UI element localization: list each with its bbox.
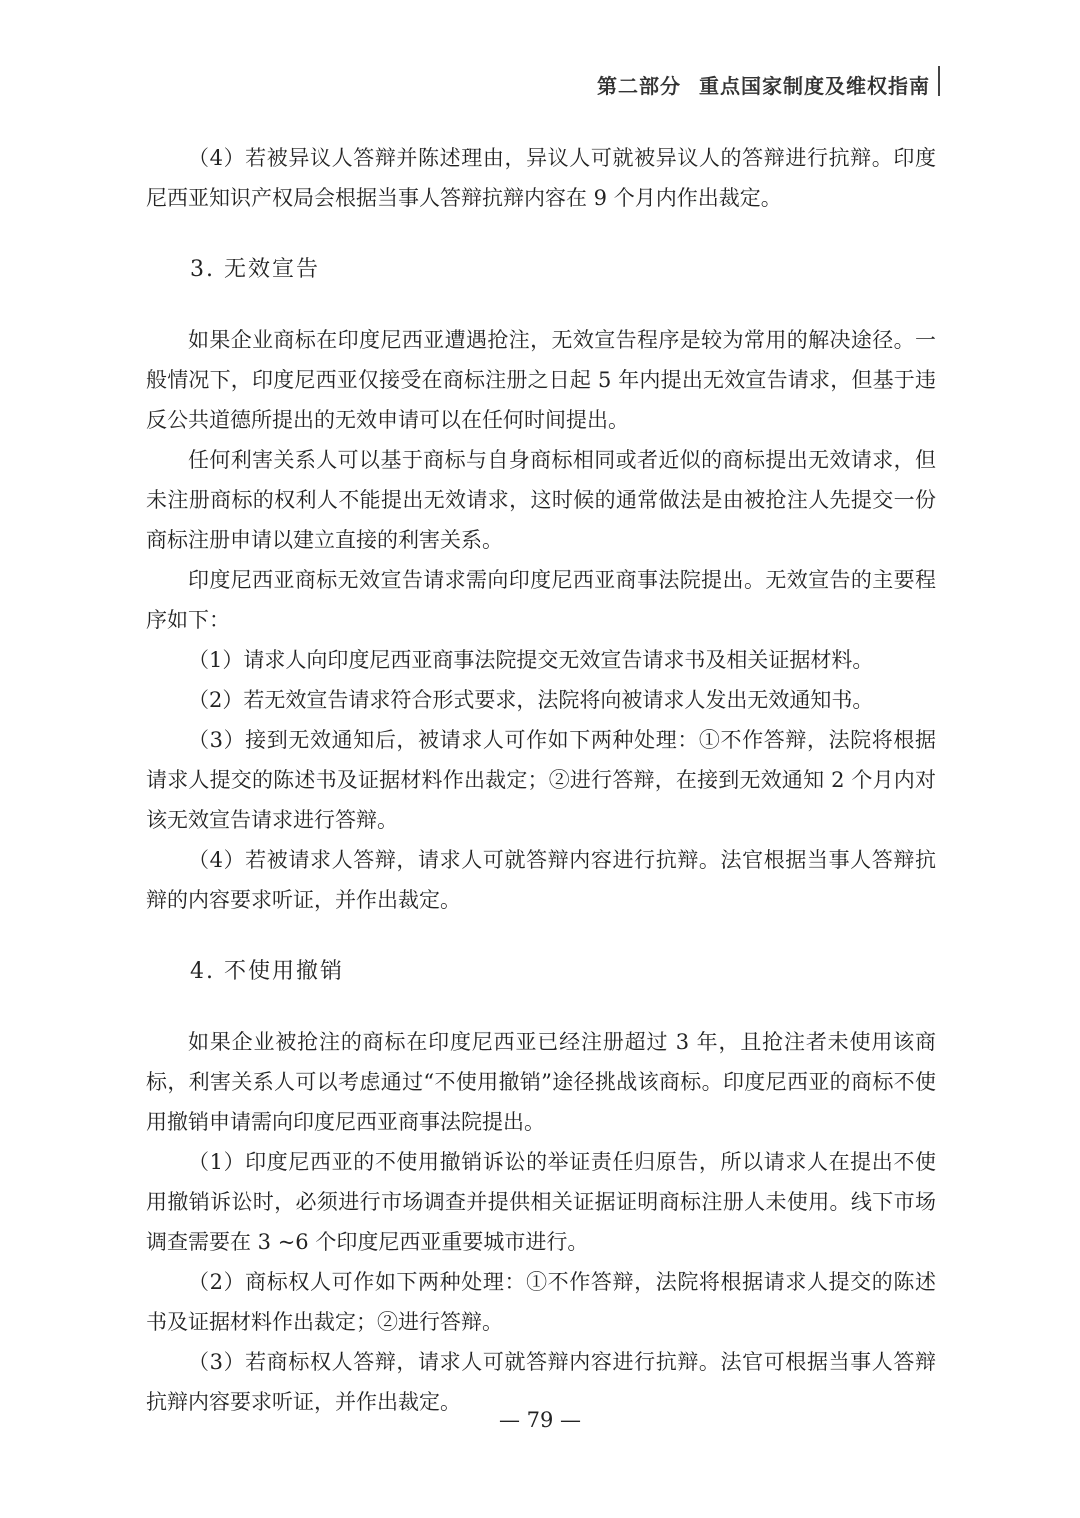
header-title: 重点国家制度及维权指南 (699, 74, 930, 98)
paragraph: （4）若被请求人答辩，请求人可就答辩内容进行抗辩。法官根据当事人答辩抗辩的内容要求听证，并作出裁定。 (146, 848, 936, 912)
paragraph: （2）商标权人可作如下两种处理：①不作答辩，法院将根据请求人提交的陈述书及证据材料作出裁定；②进行答辩。 (146, 1270, 936, 1334)
running-header (597, 70, 930, 99)
paragraph: 如果企业商标在印度尼西亚遭遇抢注，无效宣告程序是较为常用的解决途径。一般情况下，印度尼西亚仅接受在商标注册之日起 5 年内提出无效宣告请求，但基于违反公共道德所提出的无效申请可以在任何时间提出。 (146, 328, 936, 432)
paragraph: （1）请求人向印度尼西亚商事法院提交无效宣告请求书及相关证据材料。 (188, 648, 874, 672)
header-divider (938, 66, 940, 96)
paragraph: 印度尼西亚商标无效宣告请求需向印度尼西亚商事法院提出。无效宣告的主要程序如下： (146, 568, 936, 632)
paragraph: 如果企业被抢注的商标在印度尼西亚已经注册超过 3 年，且抢注者未使用该商标，利害关系人可以考虑通过“不使用撤销”途径挑战该商标。印度尼西亚的商标不使用撤销申请需向印度尼西亚商事法院提出。 (146, 1030, 936, 1134)
section-heading: 3. 无效宣告 (190, 257, 320, 282)
paragraph: （3）接到无效通知后，被请求人可作如下两种处理：①不作答辩，法院将根据请求人提交的陈述书及证据材料作出裁定；②进行答辩，在接到无效通知 2 个月内对该无效宣告请求进行答辩。 (146, 728, 936, 832)
paragraph: （2）若无效宣告请求符合形式要求，法院将向被请求人发出无效通知书。 (188, 688, 874, 712)
paragraph: （4）若被异议人答辩并陈述理由，异议人可就被异议人的答辩进行抗辩。印度尼西亚知识产权局会根据当事人答辩抗辩内容在 9 个月内作出裁定。 (146, 146, 936, 210)
section-heading: 4. 不使用撤销 (190, 959, 344, 984)
paragraph: 任何利害关系人可以基于商标与自身商标相同或者近似的商标提出无效请求，但未注册商标的权利人不能提出无效请求，这时候的通常做法是由被抢注人先提交一份商标注册申请以建立直接的利害关系。 (146, 448, 936, 552)
body-text (146, 138, 936, 1422)
header-part: 第二部分 (597, 74, 681, 98)
paragraph: （1）印度尼西亚的不使用撤销诉讼的举证责任归原告，所以请求人在提出不使用撤销诉讼时，必须进行市场调查并提供相关证据证明商标注册人未使用。线下市场调查需要在 3 ~6 个印度尼西亚重要城市进行。 (146, 1150, 936, 1254)
paragraph: （3）若商标权人答辩，请求人可就答辩内容进行抗辩。法官可根据当事人答辩抗辩内容要求听证，并作出裁定。 (146, 1350, 936, 1414)
page-number: — 79 — (498, 1408, 582, 1432)
